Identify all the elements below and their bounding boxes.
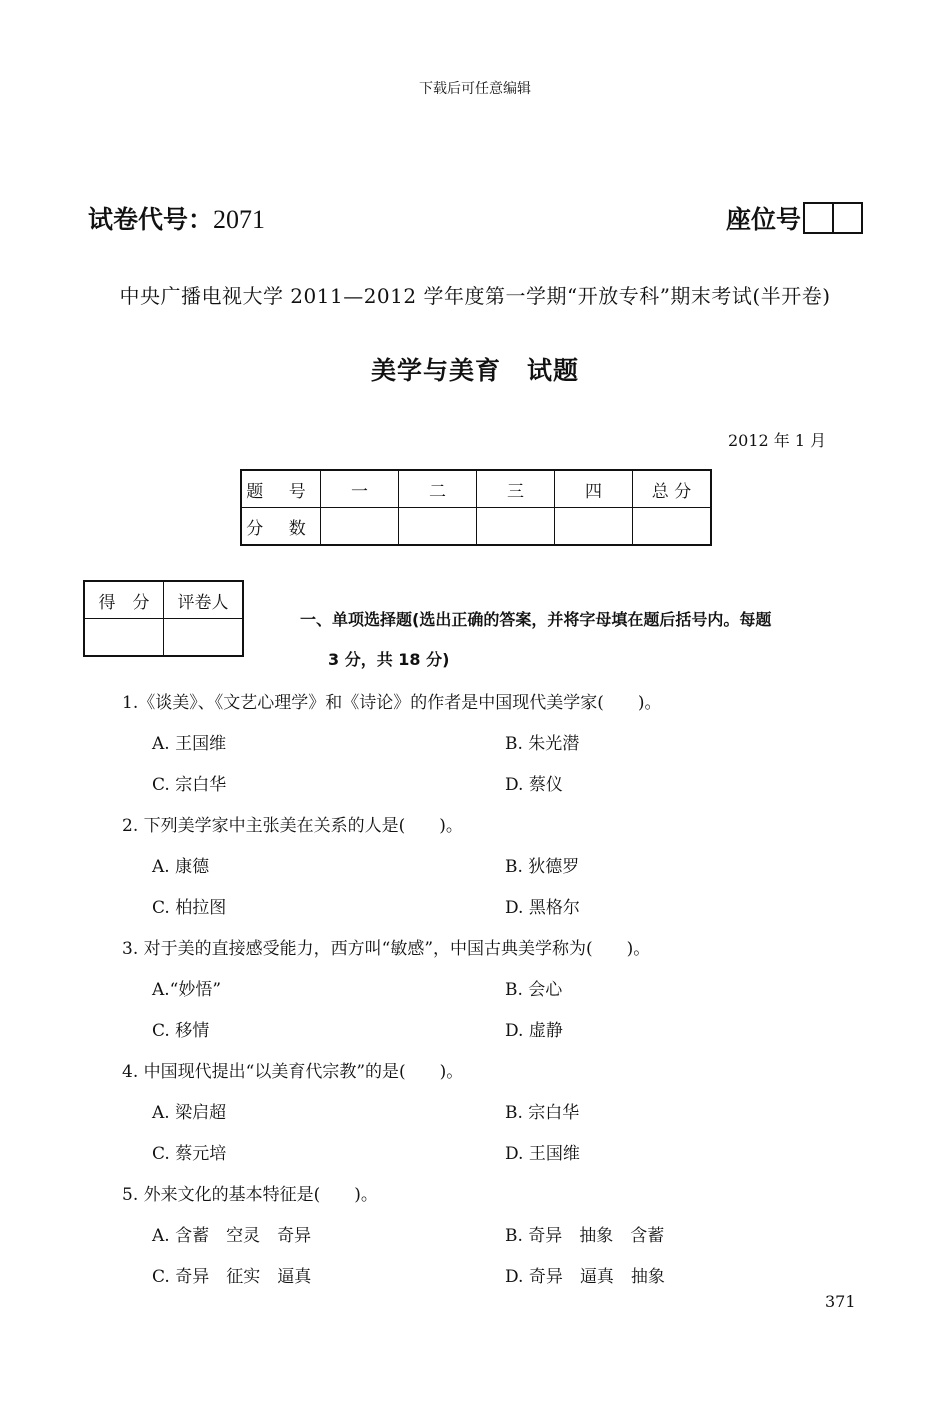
option: C. 奇异 征实 逼真 (152, 1267, 312, 1287)
score-cell: 三 (477, 470, 555, 508)
score-cell: 题 号 (241, 470, 321, 508)
score-cell (399, 508, 477, 546)
seat-number-boxes[interactable] (803, 202, 863, 234)
option: D. 虚静 (505, 1021, 563, 1041)
section-1-heading-cont: 3 分，共 18 分) (328, 650, 450, 669)
seat-box-2[interactable] (832, 204, 861, 232)
score-cell: 二 (399, 470, 477, 508)
option: B. 宗白华 (505, 1103, 580, 1123)
option: B. 会心 (505, 980, 563, 1000)
score-cell (321, 508, 399, 546)
seat-number (726, 200, 863, 236)
score-cell: 四 (555, 470, 633, 508)
grader-table (83, 580, 244, 657)
option: A. 王国维 (152, 734, 227, 754)
option: A.“妙悟” (152, 980, 222, 1000)
score-cell (555, 508, 633, 546)
score-table (240, 469, 712, 546)
exam-date: 2012 年 1 月 (728, 431, 827, 450)
grader-name-label: 评卷人 (164, 581, 244, 619)
score-cell: 总 分 (633, 470, 712, 508)
section-1-heading: 一、单项选择题(选出正确的答案，并将字母填在题后括号内。每题 (300, 610, 772, 629)
paper-code (88, 200, 265, 236)
score-table-score-row (241, 508, 711, 546)
option: D. 黑格尔 (505, 898, 580, 918)
option: C. 移情 (152, 1021, 210, 1041)
question-text: 3. 对于美的直接感受能力，西方叫“敏感”，中国古典美学称为( )。 (122, 939, 651, 959)
grader-score-label: 得 分 (84, 581, 164, 619)
subject-title: 美学与美育 试题 (370, 356, 579, 385)
paper-code-label: 试卷代号： (88, 205, 214, 234)
question-text: 1.《谈美》、《文艺心理学》和《诗论》的作者是中国现代美学家( )。 (122, 693, 662, 713)
option: B. 奇异 抽象 含蓄 (505, 1226, 665, 1246)
option: C. 宗白华 (152, 775, 227, 795)
score-cell (633, 508, 712, 546)
grader-score-cell (84, 619, 164, 657)
grader-name-cell (164, 619, 244, 657)
exam-title: 中央广播电视大学 2011—2012 学年度第一学期“开放专科”期末考试(半开卷) (119, 284, 831, 308)
score-cell (477, 508, 555, 546)
option: B. 狄德罗 (505, 857, 580, 877)
option: C. 蔡元培 (152, 1144, 227, 1164)
option: D. 王国维 (505, 1144, 580, 1164)
option: C. 柏拉图 (152, 898, 227, 918)
option: A. 梁启超 (152, 1103, 227, 1123)
score-table-header-row (241, 470, 711, 508)
seat-label: 座位号 (726, 205, 802, 234)
option: D. 奇异 逼真 抽象 (505, 1267, 665, 1287)
option: D. 蔡仪 (505, 775, 563, 795)
score-cell: 分 数 (241, 508, 321, 546)
header-note: 下载后可任意编辑 (419, 81, 531, 97)
option: A. 康德 (152, 857, 210, 877)
paper-code-value: 2071 (213, 205, 266, 234)
page-number: 371 (825, 1292, 856, 1311)
option: A. 含蓄 空灵 奇异 (152, 1226, 312, 1246)
score-cell: 一 (321, 470, 399, 508)
seat-box-1[interactable] (805, 204, 832, 232)
question-text: 2. 下列美学家中主张美在关系的人是( )。 (122, 816, 463, 836)
option: B. 朱光潜 (505, 734, 580, 754)
question-text: 4. 中国现代提出“以美育代宗教”的是( )。 (122, 1062, 464, 1082)
question-text: 5. 外来文化的基本特征是( )。 (122, 1185, 378, 1205)
